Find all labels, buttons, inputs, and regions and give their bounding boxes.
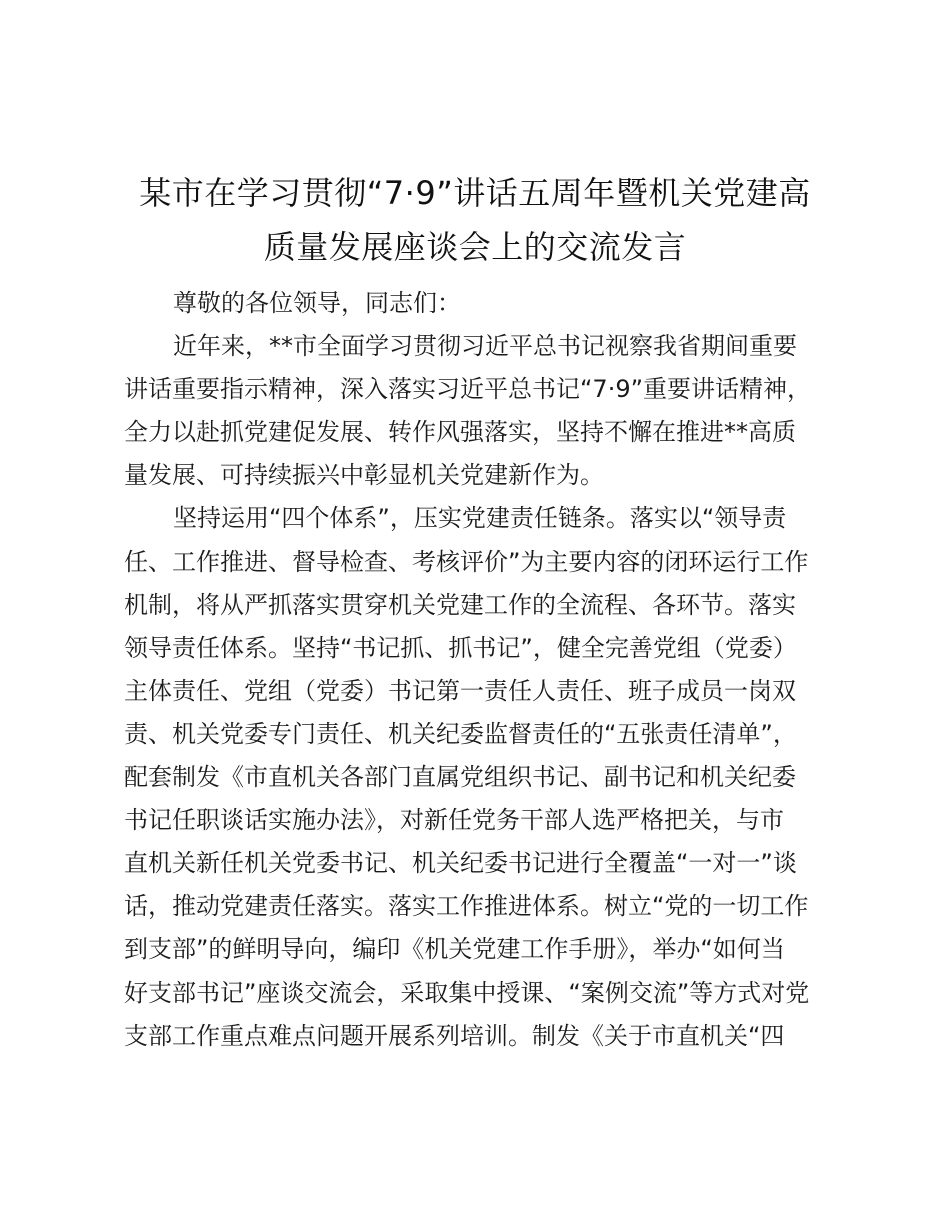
title-line: 某市在学习贯彻“7·9”讲话五周年暨机关党建高 [139,174,811,212]
body-line: 近年来，**市全面学习贯彻习近平总书记视察我省期间重要 [173,332,797,361]
body-line: 量发展、可持续振兴中彰显机关党建新作为。 [124,461,604,490]
body-line: 支部工作重点难点问题开展系列培训。制发《关于市直机关“四 [124,1021,785,1050]
body-line: 话，推动党建责任落实。落实工作推进体系。树立“党的一切工作 [124,892,809,921]
document-body [124,282,836,1058]
body-line: 直机关新任机关党委书记、机关纪委书记进行全覆盖“一对一”谈 [124,849,797,878]
body-line: 书记任职谈话实施办法》，对新任党务干部人选严格把关，与市 [124,806,784,835]
body-line: 全力以赴抓党建促发展、转作风强落实，坚持不懈在推进**高质 [124,418,796,447]
salutation-line: 尊敬的各位领导，同志们： [173,289,461,317]
title-line: 质量发展座谈会上的交流发言 [263,228,687,266]
body-line: 责、机关党委专门责任、机关纪委监督责任的“五张责任清单”， [124,719,797,748]
body-line: 主体责任、党组（党委）书记第一责任人责任、班子成员一岗双 [124,676,796,705]
body-line: 配套制发《市直机关各部门直属党组织书记、副书记和机关纪委 [124,763,796,792]
body-line: 好支部书记”座谈交流会，采取集中授课、“案例交流”等方式对党 [124,978,810,1007]
body-line: 坚持运用“四个体系”，压实党建责任链条。落实以“领导责 [173,504,787,533]
body-line: 领导责任体系。坚持“书记抓、抓书记”，健全完善党组（党委） [124,633,797,662]
document-title [100,166,850,274]
body-line: 任、工作推进、督导检查、考核评价”为主要内容的闭环运行工作 [124,547,809,576]
body-line: 讲话重要指示精神，深入落实习近平总书记“7·9”重要讲话精神， [124,375,812,404]
body-line: 机制，将从严抓落实贯穿机关党建工作的全流程、各环节。落实 [124,590,796,619]
body-line: 到支部”的鲜明导向，编印《机关党建工作手册》，举办“如何当 [124,935,785,964]
